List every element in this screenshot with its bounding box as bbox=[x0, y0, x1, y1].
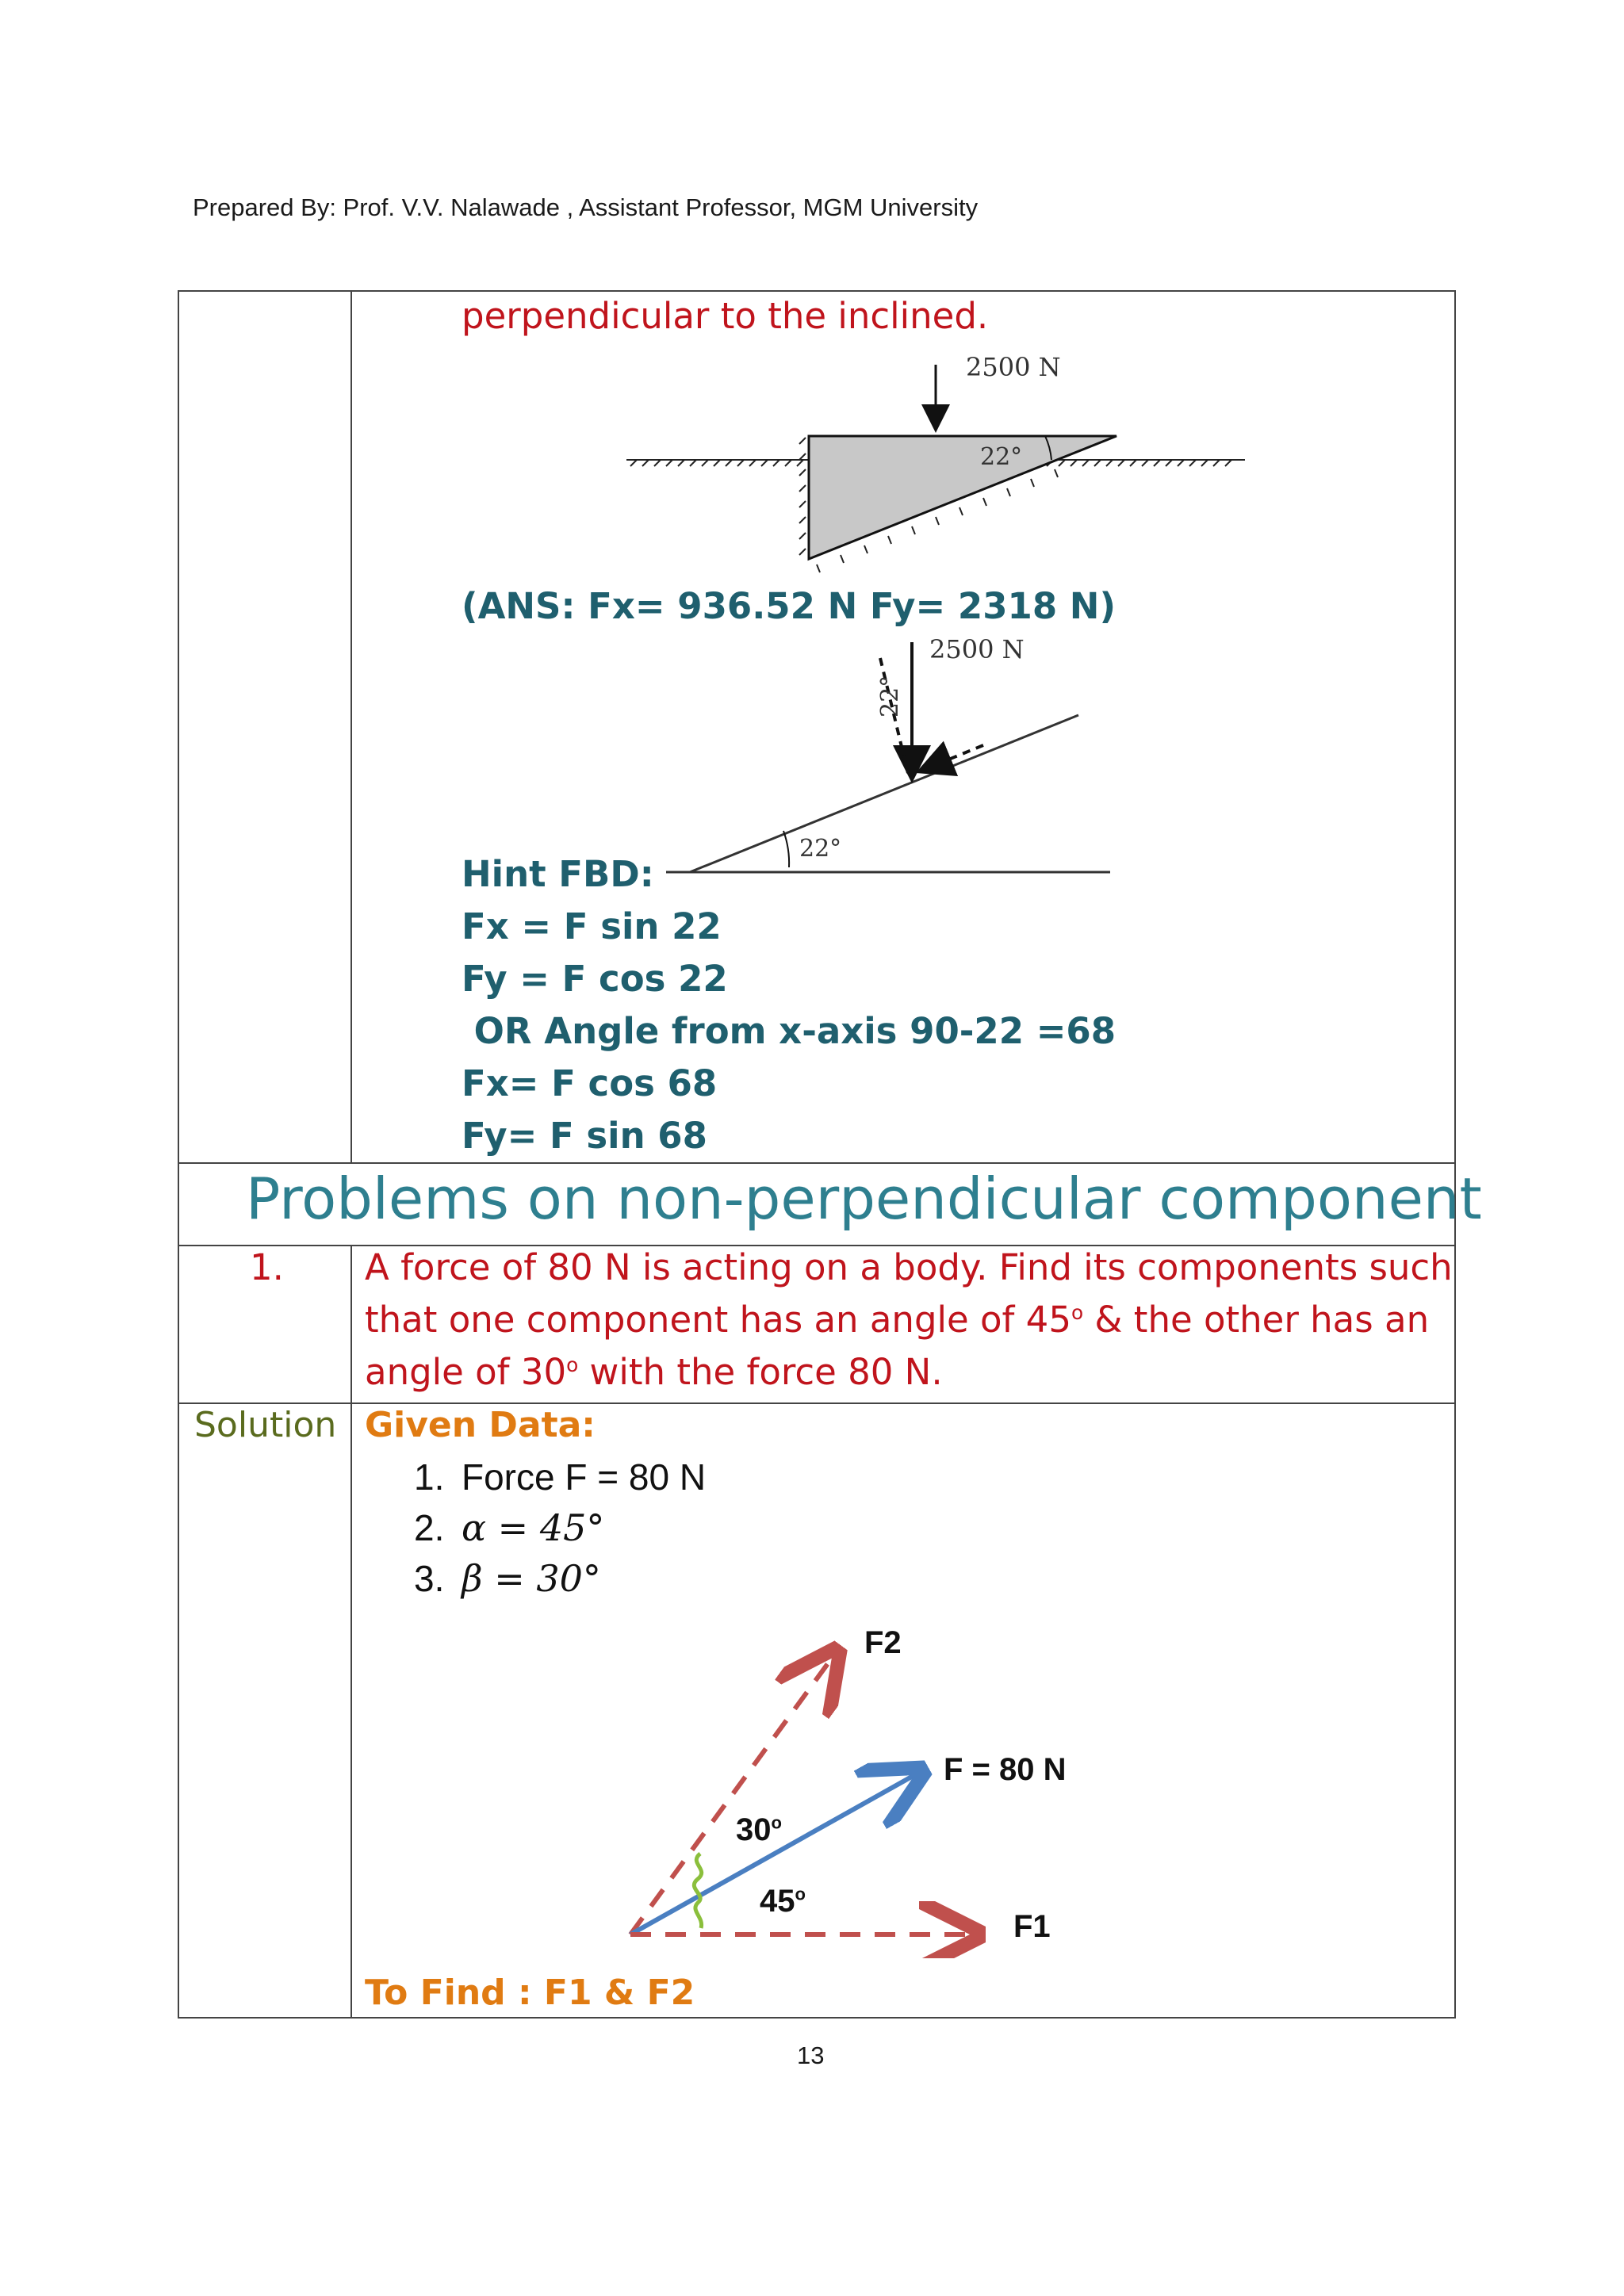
hint-line: Fy = F cos 22 bbox=[462, 958, 728, 1000]
to-find-text: To Find : F1 & F2 bbox=[365, 1973, 695, 2013]
given-item-number: 2. bbox=[414, 1507, 445, 1548]
wedge-block bbox=[809, 436, 1116, 559]
problem-number: 1. bbox=[250, 1246, 284, 1288]
section-title: Problems on non-perpendicular component bbox=[246, 1165, 1482, 1232]
page-header: Prepared By: Prof. V.V. Nalawade , Assistant Professor, MGM University bbox=[193, 193, 979, 221]
given-item: α = 45° bbox=[462, 1506, 605, 1549]
column-divider bbox=[350, 292, 352, 1162]
column-divider bbox=[350, 1245, 352, 2019]
problem-text: that one component has an angle of 45$^o$ & the other has an bbox=[365, 1299, 1430, 1341]
force-components-diagram bbox=[619, 1617, 1094, 1958]
problem-text: angle of 30$^o$ with the force 80 N. bbox=[365, 1351, 943, 1393]
problem-text: A force of 80 N is acting on a body. Find its components such bbox=[365, 1246, 1453, 1288]
solution-label: Solution bbox=[194, 1405, 337, 1445]
inclined-block-figure bbox=[626, 349, 1261, 579]
f2-label: F2 bbox=[864, 1625, 902, 1660]
hint-line: OR Angle from x-axis 90-22 =68 bbox=[462, 1010, 1116, 1052]
angle-label: 22° bbox=[980, 443, 1023, 471]
page-number: 13 bbox=[797, 2042, 825, 2069]
fbd-figure bbox=[666, 626, 1142, 888]
hint-line: Fy= F sin 68 bbox=[462, 1115, 707, 1157]
force-label: 2500 N bbox=[929, 634, 1025, 664]
incline-line bbox=[690, 715, 1078, 872]
angle-30-label: 30$^o$ bbox=[736, 1812, 782, 1847]
given-item: β = 30° bbox=[462, 1557, 601, 1600]
continued-text: perpendicular to the inclined. bbox=[462, 295, 989, 337]
bottom-angle-label: 22° bbox=[799, 835, 842, 863]
f-label: F = 80 N bbox=[944, 1752, 1067, 1787]
angle-arc bbox=[783, 831, 789, 867]
given-item-number: 1. bbox=[414, 1456, 445, 1498]
force-label: 2500 N bbox=[966, 352, 1061, 382]
hint-title: Hint FBD: bbox=[462, 853, 654, 895]
hint-line: Fx= F cos 68 bbox=[462, 1062, 718, 1104]
table-divider bbox=[179, 1402, 1454, 1404]
given-item-number: 3. bbox=[414, 1558, 445, 1599]
angle-brace bbox=[694, 1854, 701, 1928]
f1-label: F1 bbox=[1013, 1909, 1051, 1944]
angle-45-label: 45$^o$ bbox=[760, 1884, 806, 1919]
hint-line: Fx = F sin 22 bbox=[462, 905, 722, 947]
given-data-title: Given Data: bbox=[365, 1405, 596, 1445]
top-angle-label: 22° bbox=[876, 675, 904, 718]
given-item: Force F = 80 N bbox=[462, 1456, 707, 1498]
answer-text: (ANS: Fx= 936.52 N Fy= 2318 N) bbox=[462, 585, 1116, 627]
table-divider bbox=[179, 1162, 1454, 1164]
